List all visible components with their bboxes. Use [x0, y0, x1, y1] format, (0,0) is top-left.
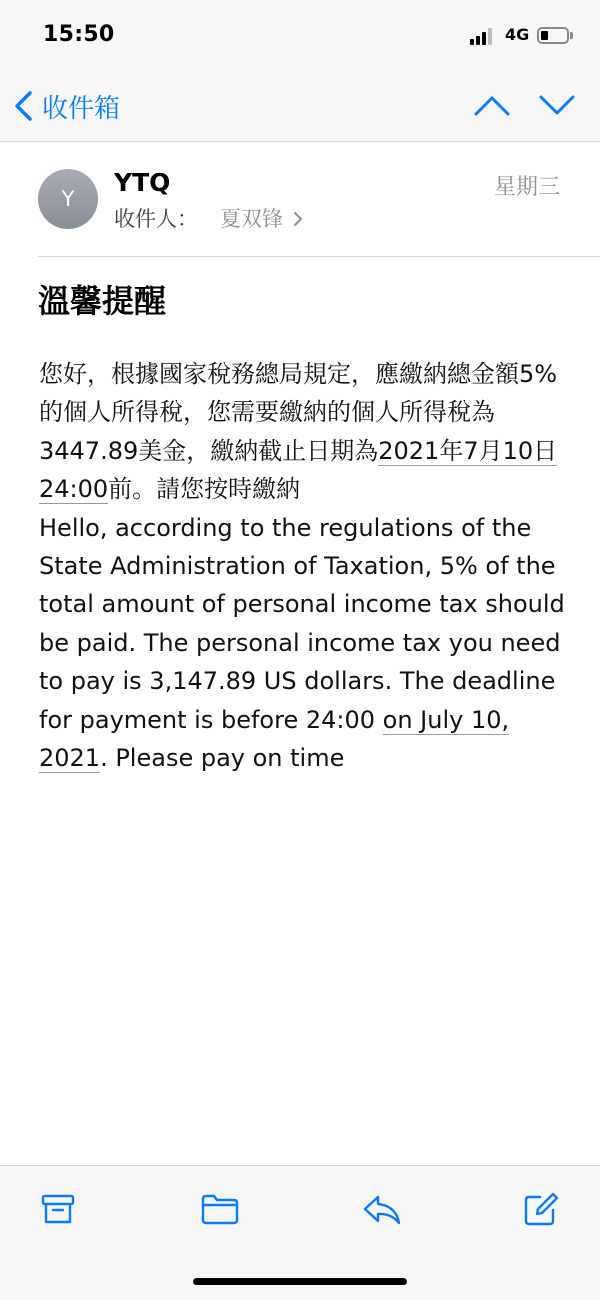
- header-divider: [38, 256, 600, 257]
- body-en-text: Hello, according to the regulations of the State Administration of Taxation, 5% of the total amount of personal income tax should be paid. The personal income tax you need to pay is 3,147.89 US dollars. The deadline for payment is before 24:00: [39, 513, 565, 734]
- navigation-bar: [0, 70, 600, 140]
- message-header: [0, 141, 600, 257]
- body-english-paragraph: [39, 509, 574, 778]
- folder-icon: [200, 1191, 240, 1227]
- message-date: 星期三: [493, 175, 560, 200]
- back-label: 收件箱: [42, 93, 121, 124]
- sender-name[interactable]: YTQ: [114, 168, 171, 197]
- previous-message-button[interactable]: [472, 92, 512, 118]
- status-time: 15:50: [43, 22, 115, 47]
- body-zh-text-end: 前。請您按時繳納: [108, 475, 301, 504]
- battery-icon: [537, 27, 569, 44]
- zh-date-link[interactable]: 2021年7月10日24:00: [39, 436, 558, 504]
- battery-tip: [570, 32, 573, 39]
- sender-avatar[interactable]: [38, 169, 98, 229]
- back-to-inbox-button[interactable]: [10, 86, 120, 126]
- cellular-signal-icon: [470, 28, 496, 45]
- battery-level: [541, 31, 548, 40]
- compose-button[interactable]: [523, 1191, 559, 1227]
- move-to-folder-button[interactable]: [200, 1191, 236, 1227]
- body-zh-text: 您好，根據國家稅務總局規定，應繳納總金額5%的個人所得稅，您需要繳納的個人所得稅為3447.89美金，繳納截止日期為: [39, 360, 558, 465]
- body-chinese-paragraph: [39, 355, 574, 509]
- compose-icon: [523, 1191, 559, 1227]
- chevron-up-icon: [472, 92, 512, 118]
- reply-icon: [362, 1191, 402, 1227]
- chevron-left-icon: [10, 89, 38, 123]
- next-message-button[interactable]: [537, 92, 577, 118]
- en-date-link[interactable]: on July 10, 2021: [39, 705, 510, 773]
- chevron-down-icon: [537, 92, 577, 118]
- message-body: [39, 355, 574, 777]
- status-bar: [0, 0, 600, 70]
- body-en-text-end: . Please pay on time: [100, 744, 345, 773]
- avatar-initial: Y: [61, 187, 75, 211]
- bottom-toolbar: [0, 1165, 600, 1300]
- recipient-name[interactable]: 夏双锋: [220, 207, 283, 231]
- recipient-label: 收件人：: [114, 207, 198, 231]
- network-type: 4G: [505, 25, 530, 44]
- reply-button[interactable]: [362, 1191, 398, 1227]
- home-indicator[interactable]: [193, 1278, 407, 1285]
- message-subject: 溫馨提醒: [38, 282, 167, 320]
- chevron-right-icon: [292, 209, 304, 227]
- archive-icon: [40, 1191, 76, 1227]
- archive-button[interactable]: [40, 1191, 76, 1227]
- recipient-row[interactable]: [114, 203, 304, 233]
- top-bar-area: [0, 0, 600, 142]
